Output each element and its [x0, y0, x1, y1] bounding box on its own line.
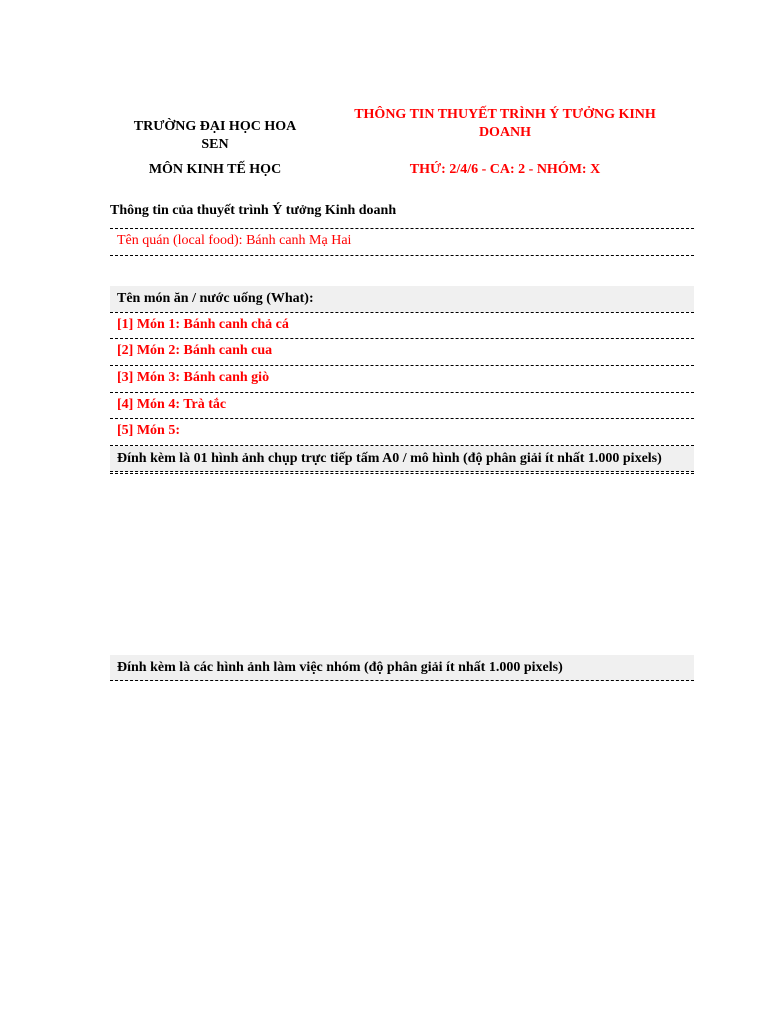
info-heading: Thông tin của thuyết trình Ý tưởng Kinh doanh: [110, 203, 397, 218]
divider: [110, 473, 694, 474]
restaurant-name: Tên quán (local food): Bánh canh Mạ Hai: [117, 233, 352, 248]
menu-item: [4] Món 4: Trà tắc: [117, 397, 227, 412]
menu-item: [5] Món 5:: [117, 423, 180, 438]
attachment-team-label: Đính kèm là các hình ảnh làm việc nhóm (độ phân giải ít nhất 1.000 pixels): [110, 655, 694, 681]
menu-heading: Tên món ăn / nước uống (What):: [110, 286, 694, 312]
menu-item: [3] Món 3: Bánh canh giò: [117, 370, 270, 385]
course-name: MÔN KINH TẾ HỌC: [148, 162, 282, 177]
document-title: THÔNG TIN THUYẾT TRÌNH Ý TƯỞNG KINH DOANH: [354, 107, 656, 140]
divider: [110, 255, 694, 256]
menu-item: [1] Món 1: Bánh canh chả cá: [117, 317, 289, 332]
divider: [110, 680, 694, 681]
divider: [110, 471, 694, 472]
menu-item: [2] Món 2: Bánh canh cua: [117, 343, 273, 358]
session-info: THỨ: 2/4/6 - CA: 2 - NHÓM: X: [409, 162, 601, 177]
school-name: TRƯỜNG ĐẠI HỌC HOA SEN: [133, 119, 297, 152]
attachment-a0-label: Đính kèm là 01 hình ảnh chụp trực tiếp tấm A0 / mô hình (độ phân giải ít nhất 1.000 pixels): [110, 446, 694, 472]
